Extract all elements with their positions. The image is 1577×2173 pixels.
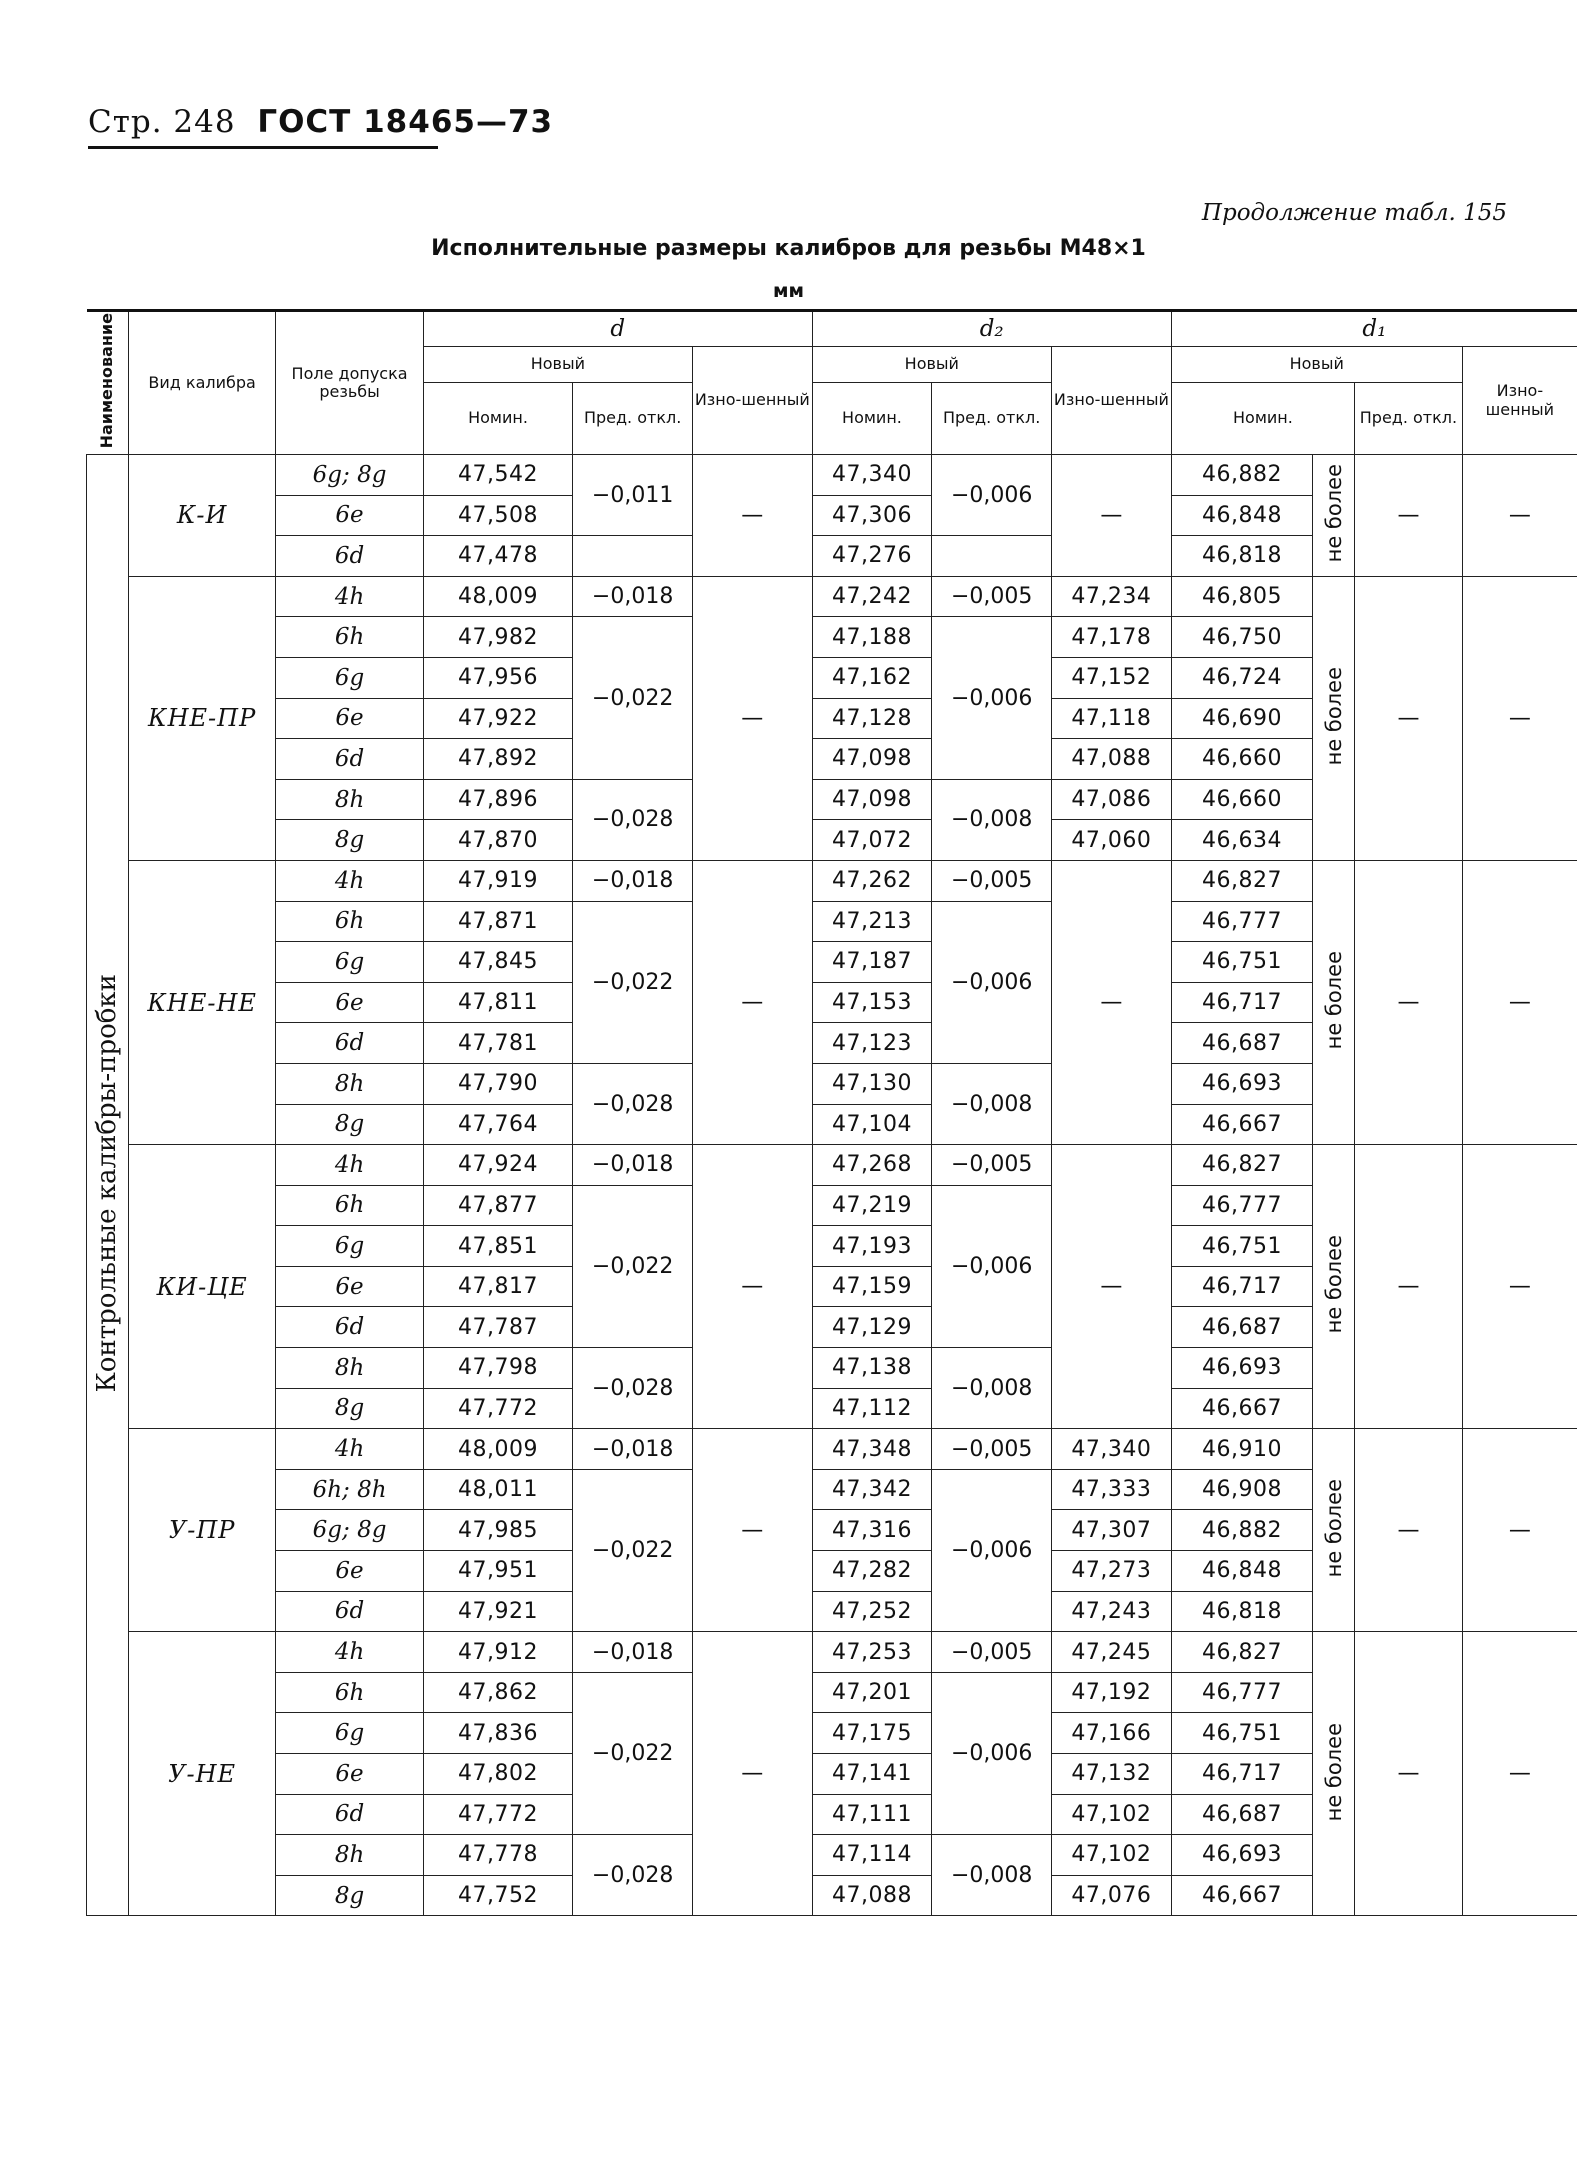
tolerance-field: 8h [276,1835,423,1876]
tolerance-field: 6g [276,1713,423,1754]
d2-nominal: 47,253 [812,1632,932,1673]
d-header: d [423,311,812,347]
d1-new-header: Новый [1171,347,1462,383]
not-more-label: не более [1321,1235,1346,1334]
d2-nominal: 47,159 [812,1266,932,1307]
d1-nominal: 46,848 [1171,495,1313,536]
d2-nominal: 47,268 [812,1145,932,1186]
d2-worn: 47,118 [1052,698,1172,739]
d1-nominal: 46,882 [1171,1510,1313,1551]
d-worn: — [692,860,812,1144]
tolerance-field: 6e [276,1754,423,1795]
d1-nominal: 46,724 [1171,657,1313,698]
d2-nominal: 47,141 [812,1754,932,1795]
tolerance-field: 8g [276,820,423,861]
header-underline [88,146,438,149]
table-continuation: Продолжение табл. 155 [1201,200,1507,226]
d2-worn: 47,132 [1052,1754,1172,1795]
d1-limit-cell [1313,455,1355,577]
not-more-label: не более [1321,667,1346,766]
gost-number: ГОСТ 18465—73 [257,104,554,140]
d1-deviation: — [1355,1145,1463,1429]
d2-worn: 47,152 [1052,657,1172,698]
d1-nominal: 46,827 [1171,1632,1313,1673]
tolerance-field: 4h [276,1145,423,1186]
d-deviation: −0,028 [573,779,693,860]
gauge-kind: КНЕ-НЕ [128,860,275,1144]
d2-worn: — [1052,1145,1172,1429]
d-deviation: −0,018 [573,1145,693,1186]
d1-nominal: 46,910 [1171,1429,1313,1470]
d-deviation [573,536,693,577]
d1-nominal: 46,751 [1171,942,1313,983]
d1-deviation: — [1355,860,1463,1144]
d-deviation: −0,028 [573,1063,693,1144]
d-new-header: Новый [423,347,692,383]
d-nominal: 47,811 [423,982,573,1023]
d1-nominal: 46,818 [1171,1591,1313,1632]
d2-deviation: −0,005 [932,860,1052,901]
d2-nominal: 47,111 [812,1794,932,1835]
d-deviation: −0,018 [573,860,693,901]
d-worn: — [692,1632,812,1916]
d1-worn-header: Изно-шенный [1462,347,1577,455]
d1-nominal: 46,667 [1171,1875,1313,1916]
tolerance-field: 6g [276,1226,423,1267]
d2-nominal: 47,112 [812,1388,932,1429]
d2-nominal: 47,128 [812,698,932,739]
d2-nominal: 47,129 [812,1307,932,1348]
d-deviation: −0,018 [573,1429,693,1470]
d-nominal: 47,836 [423,1713,573,1754]
d-worn: — [692,576,812,860]
d-worn: — [692,1145,812,1429]
d1-limit-cell [1313,860,1355,1144]
table-row [87,1145,1577,1186]
d2-nominal: 47,175 [812,1713,932,1754]
d-deviation: −0,011 [573,455,693,536]
d2-worn: 47,076 [1052,1875,1172,1916]
d-nominal: 47,870 [423,820,573,861]
d1-nominal: 46,750 [1171,617,1313,658]
d2-nominal: 47,072 [812,820,932,861]
d1-nominal: 46,848 [1171,1551,1313,1592]
d2-nominal: 47,276 [812,536,932,577]
d-nominal: 47,752 [423,1875,573,1916]
d1-nominal: 46,660 [1171,739,1313,780]
d-nominal: 47,871 [423,901,573,942]
d2-deviation: −0,008 [932,779,1052,860]
d1-nominal: 46,827 [1171,1145,1313,1186]
d1-nominal: 46,717 [1171,982,1313,1023]
d1-nominal: 46,693 [1171,1063,1313,1104]
d1-limit-cell [1313,1632,1355,1916]
d2-nominal: 47,188 [812,617,932,658]
d2-worn: 47,245 [1052,1632,1172,1673]
d2-nominal: 47,282 [812,1551,932,1592]
d-nominal: 47,772 [423,1794,573,1835]
d2-deviation: −0,006 [932,1185,1052,1347]
d2-deviation: −0,005 [932,1429,1052,1470]
tolerance-field: 6g [276,942,423,983]
d1-deviation: — [1355,1429,1463,1632]
d2-nominal: 47,340 [812,455,932,496]
d2-deviation [932,536,1052,577]
d2-worn: 47,340 [1052,1429,1172,1470]
d2-worn: — [1052,860,1172,1144]
tolerance-field: 6h [276,617,423,658]
d2-new-header: Новый [812,347,1051,383]
d1-nominal: 46,827 [1171,860,1313,901]
d2-worn: 47,166 [1052,1713,1172,1754]
d2-nominal: 47,193 [812,1226,932,1267]
tolerance-field: 4h [276,860,423,901]
d-deviation: −0,022 [573,901,693,1063]
d1-worn: — [1462,455,1577,577]
d-nominal: 47,982 [423,617,573,658]
d1-nominal: 46,667 [1171,1104,1313,1145]
d-nominal: 47,508 [423,495,573,536]
d2-deviation: −0,006 [932,1469,1052,1631]
name-header: Наименование [87,311,129,455]
d-nominal: 47,542 [423,455,573,496]
tolerance-field: 6e [276,698,423,739]
d-nominal: 47,924 [423,1145,573,1186]
d-nominal: 47,956 [423,657,573,698]
d2-deviation: −0,006 [932,1672,1052,1834]
d2-deviation: −0,005 [932,1632,1052,1673]
d1-nominal: 46,717 [1171,1754,1313,1795]
d2-worn: 47,307 [1052,1510,1172,1551]
gauge-dimensions-table [86,309,1577,1916]
d2-deviation: −0,006 [932,455,1052,536]
gauge-kind: КНЕ-ПР [128,576,275,860]
d2-nominal: 47,162 [812,657,932,698]
d-nominal: 47,781 [423,1023,573,1064]
d2-nominal: 47,098 [812,739,932,780]
d-nominal: 47,951 [423,1551,573,1592]
d2-nominal: 47,262 [812,860,932,901]
d1-worn: — [1462,576,1577,860]
tolerance-field: 8h [276,1348,423,1389]
d2-header: d₂ [812,311,1171,347]
d1-limit-cell [1313,1145,1355,1429]
d1-worn: — [1462,1429,1577,1632]
tolerance-field: 6e [276,982,423,1023]
d2-worn: 47,178 [1052,617,1172,658]
d2-worn: 47,243 [1052,1591,1172,1632]
d-nominal: 47,912 [423,1632,573,1673]
d-nominal: 48,009 [423,1429,573,1470]
tolerance-field: 8g [276,1104,423,1145]
d2-nominal: 47,123 [812,1023,932,1064]
d-nominal: 47,798 [423,1348,573,1389]
d2-nom-header: Номин. [812,383,932,455]
tolerance-field: 6h [276,1185,423,1226]
tolerance-field: 6d [276,739,423,780]
tolerance-field: 4h [276,576,423,617]
tolerance-field: 6d [276,1794,423,1835]
gauge-name: Контрольные калибры-пробки [92,974,123,1393]
d1-nominal: 46,818 [1171,536,1313,577]
table-title: Исполнительные размеры калибров для резьбы М48×1 [431,236,1146,261]
d1-nominal: 46,667 [1171,1388,1313,1429]
d-worn: — [692,1429,812,1632]
d1-nominal: 46,687 [1171,1307,1313,1348]
tolerance-field: 6g; 8g [276,455,423,496]
d2-worn: 47,273 [1052,1551,1172,1592]
d-dev-header: Пред. откл. [573,383,693,455]
not-more-label: не более [1321,1479,1346,1578]
d2-deviation: −0,008 [932,1348,1052,1429]
d1-nominal: 46,693 [1171,1835,1313,1876]
d2-nominal: 47,252 [812,1591,932,1632]
d2-nominal: 47,130 [812,1063,932,1104]
d1-worn: — [1462,1145,1577,1429]
d-nominal: 47,772 [423,1388,573,1429]
d2-nominal: 47,316 [812,1510,932,1551]
d2-worn: — [1052,455,1172,577]
tolerance-field: 8g [276,1875,423,1916]
d1-nominal: 46,777 [1171,1185,1313,1226]
page-header [88,104,553,140]
d-deviation: −0,018 [573,1632,693,1673]
d1-dev-header: Пред. откл. [1355,383,1463,455]
table-body [87,455,1577,1916]
d2-worn: 47,102 [1052,1835,1172,1876]
d1-nominal: 46,660 [1171,779,1313,820]
tolerance-field: 6e [276,495,423,536]
d1-nominal: 46,693 [1171,1348,1313,1389]
tolerance-field: 4h [276,1429,423,1470]
d2-nominal: 47,088 [812,1875,932,1916]
d-nominal: 47,778 [423,1835,573,1876]
tolerance-field: 8g [276,1388,423,1429]
d2-nominal: 47,342 [812,1469,932,1510]
d-deviation: −0,028 [573,1348,693,1429]
d1-worn: — [1462,860,1577,1144]
gauge-kind: К-И [128,455,275,577]
table-row [87,576,1577,617]
d1-nominal: 46,751 [1171,1713,1313,1754]
d1-nominal: 46,634 [1171,820,1313,861]
tolerance-field: 6d [276,1591,423,1632]
table-row [87,1632,1577,1673]
d2-worn: 47,333 [1052,1469,1172,1510]
tolerance-field: 6h; 8h [276,1469,423,1510]
tolerance-field: 6h [276,1672,423,1713]
d1-nominal: 46,687 [1171,1023,1313,1064]
d-nom-header: Номин. [423,383,573,455]
d1-deviation: — [1355,455,1463,577]
d2-deviation: −0,008 [932,1835,1052,1916]
gauge-kind: У-НЕ [128,1632,275,1916]
d2-worn: 47,086 [1052,779,1172,820]
d1-nominal: 46,777 [1171,901,1313,942]
d2-nominal: 47,219 [812,1185,932,1226]
d-nominal: 47,478 [423,536,573,577]
d1-nominal: 46,717 [1171,1266,1313,1307]
d1-nominal: 46,908 [1171,1469,1313,1510]
table-row [87,860,1577,901]
d2-nominal: 47,242 [812,576,932,617]
tolerance-field: 8h [276,779,423,820]
d-nominal: 47,817 [423,1266,573,1307]
d1-nominal: 46,687 [1171,1794,1313,1835]
table-row [87,455,1577,496]
not-more-label: не более [1321,1722,1346,1821]
d-nominal: 47,877 [423,1185,573,1226]
d-nominal: 47,922 [423,698,573,739]
d1-nom-header: Номин. [1171,383,1354,455]
d2-dev-header: Пред. откл. [932,383,1052,455]
d2-nominal: 47,306 [812,495,932,536]
d-deviation: −0,028 [573,1835,693,1916]
d1-nominal: 46,777 [1171,1672,1313,1713]
d2-worn: 47,088 [1052,739,1172,780]
tolerance-field: 8h [276,1063,423,1104]
d2-nominal: 47,098 [812,779,932,820]
d2-worn-header: Изно-шенный [1052,347,1172,455]
d-nominal: 48,011 [423,1469,573,1510]
d2-nominal: 47,153 [812,982,932,1023]
tolerance-field: 4h [276,1632,423,1673]
d-worn: — [692,455,812,577]
d2-deviation: −0,008 [932,1063,1052,1144]
gauge-kind: У-ПР [128,1429,275,1632]
d-nominal: 47,862 [423,1672,573,1713]
tolerance-field: 6g; 8g [276,1510,423,1551]
tolerance-field: 6d [276,536,423,577]
field-header: Поле допуска резьбы [276,311,423,455]
d1-nominal: 46,751 [1171,1226,1313,1267]
gauge-kind: КИ-ЦЕ [128,1145,275,1429]
d2-nominal: 47,138 [812,1348,932,1389]
gauge-name-cell [87,455,129,1916]
d-nominal: 47,845 [423,942,573,983]
not-more-label: не более [1321,951,1346,1050]
d-deviation: −0,022 [573,1185,693,1347]
d2-worn: 47,060 [1052,820,1172,861]
d-nominal: 47,892 [423,739,573,780]
d1-header: d₁ [1171,311,1577,347]
d2-worn: 47,234 [1052,576,1172,617]
d2-nominal: 47,104 [812,1104,932,1145]
d-nominal: 47,790 [423,1063,573,1104]
kind-header: Вид калибра [128,311,275,455]
d-deviation: −0,022 [573,1469,693,1631]
d2-worn: 47,192 [1052,1672,1172,1713]
d-nominal: 47,802 [423,1754,573,1795]
tolerance-field: 6h [276,901,423,942]
d1-limit-cell [1313,576,1355,860]
d-worn-header: Изно-шенный [692,347,812,455]
tolerance-field: 6e [276,1266,423,1307]
tolerance-field: 6e [276,1551,423,1592]
d-deviation: −0,022 [573,1672,693,1834]
d2-deviation: −0,006 [932,901,1052,1063]
tolerance-field: 6g [276,657,423,698]
d-nominal: 47,921 [423,1591,573,1632]
d-nominal: 47,787 [423,1307,573,1348]
d2-deviation: −0,005 [932,1145,1052,1186]
d-deviation: −0,018 [573,576,693,617]
d2-deviation: −0,005 [932,576,1052,617]
d2-nominal: 47,213 [812,901,932,942]
d-nominal: 47,919 [423,860,573,901]
d2-nominal: 47,348 [812,1429,932,1470]
d-nominal: 47,851 [423,1226,573,1267]
page-number: Стр. 248 [88,104,236,140]
tolerance-field: 6d [276,1307,423,1348]
d1-limit-cell [1313,1429,1355,1632]
d1-nominal: 46,882 [1171,455,1313,496]
d1-deviation: — [1355,576,1463,860]
d-deviation: −0,022 [573,617,693,779]
d1-deviation: — [1355,1632,1463,1916]
d2-nominal: 47,114 [812,1835,932,1876]
d-nominal: 47,985 [423,1510,573,1551]
d-nominal: 48,009 [423,576,573,617]
d-nominal: 47,896 [423,779,573,820]
d2-nominal: 47,187 [812,942,932,983]
d2-deviation: −0,006 [932,617,1052,779]
not-more-label: не более [1321,464,1346,563]
table-units: мм [772,280,805,302]
d2-nominal: 47,201 [812,1672,932,1713]
d1-worn: — [1462,1632,1577,1916]
d1-nominal: 46,805 [1171,576,1313,617]
tolerance-field: 6d [276,1023,423,1064]
d1-nominal: 46,690 [1171,698,1313,739]
d-nominal: 47,764 [423,1104,573,1145]
table-row [87,1429,1577,1470]
d2-worn: 47,102 [1052,1794,1172,1835]
